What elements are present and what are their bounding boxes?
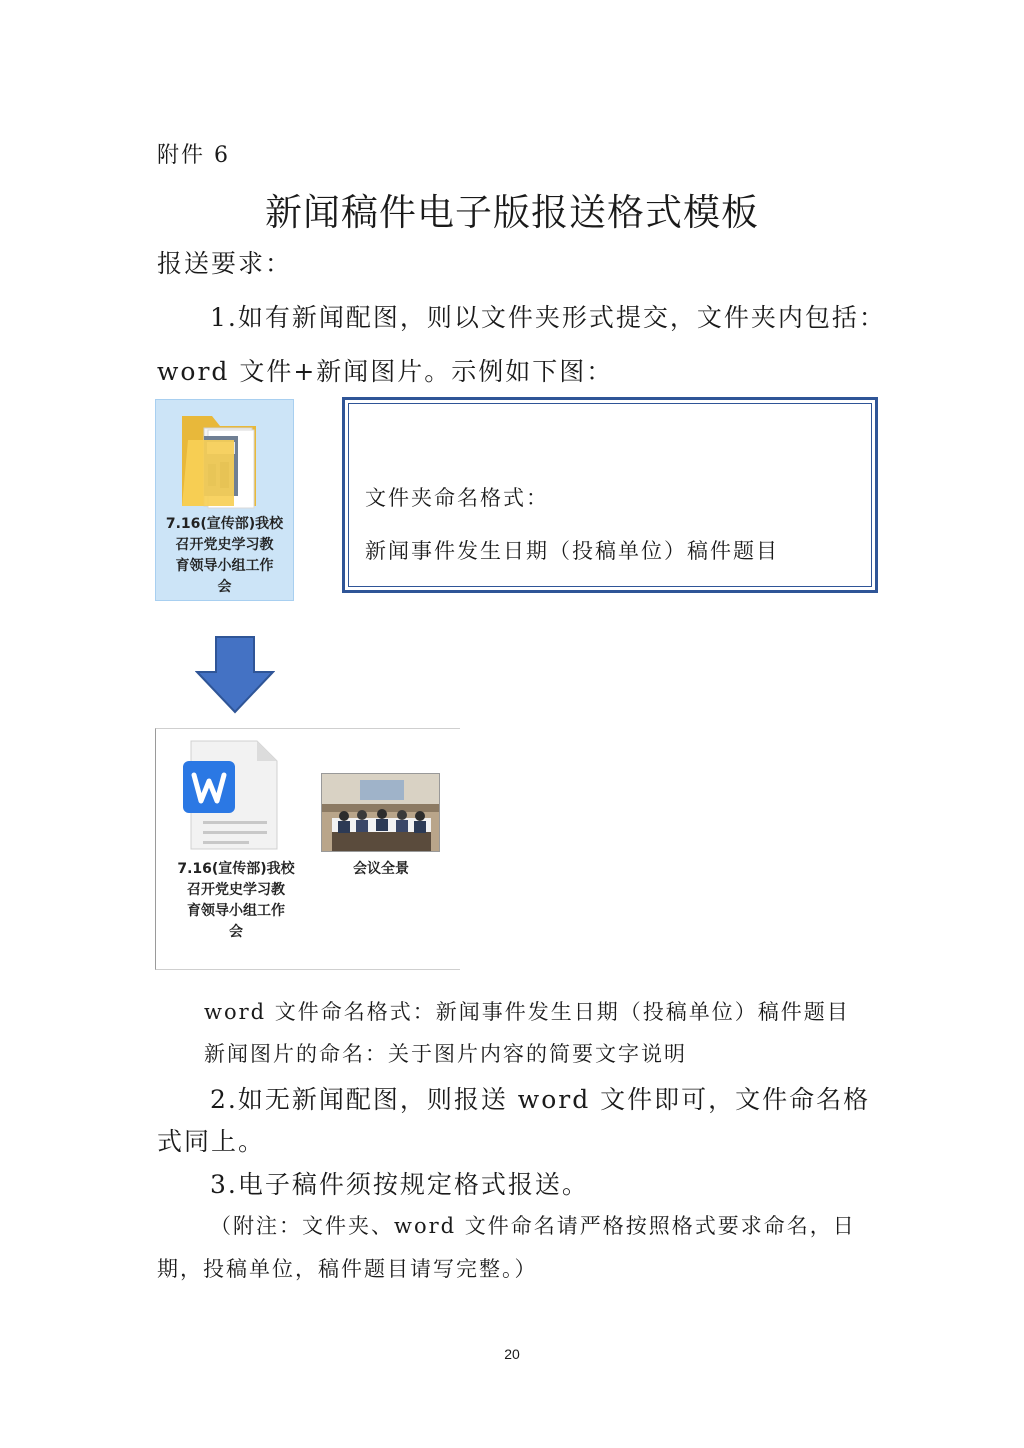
requirements-heading: 报送要求：	[157, 249, 293, 278]
note-line-1: （附注：文件夹、word 文件命名请严格按照格式要求命名，日	[210, 1214, 856, 1238]
word-naming-format: word 文件命名格式：新闻事件发生日期（投稿单位）稿件题目	[204, 1000, 850, 1024]
folder-icon	[174, 406, 274, 518]
folder-label-line-4: 会	[217, 579, 232, 595]
attachment-label: 附件 6	[157, 143, 230, 168]
folder-label-line-1: 7.16(宣传部)我校	[165, 516, 284, 532]
requirement-item-2-line-1: 2.如无新闻配图，则报送 word 文件即可，文件命名格	[210, 1085, 871, 1114]
requirement-item-1-line-2: word 文件+新闻图片。示例如下图：	[157, 357, 614, 386]
requirement-item-1-line-1: 1.如有新闻配图，则以文件夹形式提交，文件夹内包括：	[210, 303, 886, 332]
folder-tile[interactable]	[155, 399, 294, 601]
word-document-icon	[181, 737, 281, 853]
requirement-item-3: 3.电子稿件须按规定格式报送。	[210, 1170, 589, 1199]
word-file-label-line-4: 会	[229, 924, 243, 940]
folder-naming-box	[342, 397, 878, 593]
meeting-photo-thumbnail	[321, 773, 440, 852]
note-line-2: 期，投稿单位，稿件题目请写完整。）	[157, 1257, 538, 1281]
folder-label-line-2: 召开党史学习教	[175, 537, 274, 553]
word-file-label-line-3: 育领导小组工作	[187, 903, 285, 919]
down-arrow-icon	[195, 636, 275, 714]
page-title: 新闻稿件电子版报送格式模板	[265, 191, 759, 234]
photo-naming-format: 新闻图片的命名：关于图片内容的简要文字说明	[204, 1042, 687, 1066]
folder-contents-panel	[155, 728, 460, 970]
folder-naming-label: 文件夹命名格式：	[365, 486, 549, 510]
folder-naming-format: 新闻事件发生日期（投稿单位）稿件题目	[365, 539, 779, 563]
word-file-label-line-1: 7.16(宣传部)我校	[177, 861, 295, 877]
folder-label-line-3: 育领导小组工作	[175, 558, 274, 574]
photo-file-label: 会议全景	[353, 861, 409, 877]
page-number: 20	[504, 1346, 520, 1362]
requirement-item-2-line-2: 式同上。	[157, 1127, 266, 1156]
word-file-label-line-2: 召开党史学习教	[187, 882, 285, 898]
